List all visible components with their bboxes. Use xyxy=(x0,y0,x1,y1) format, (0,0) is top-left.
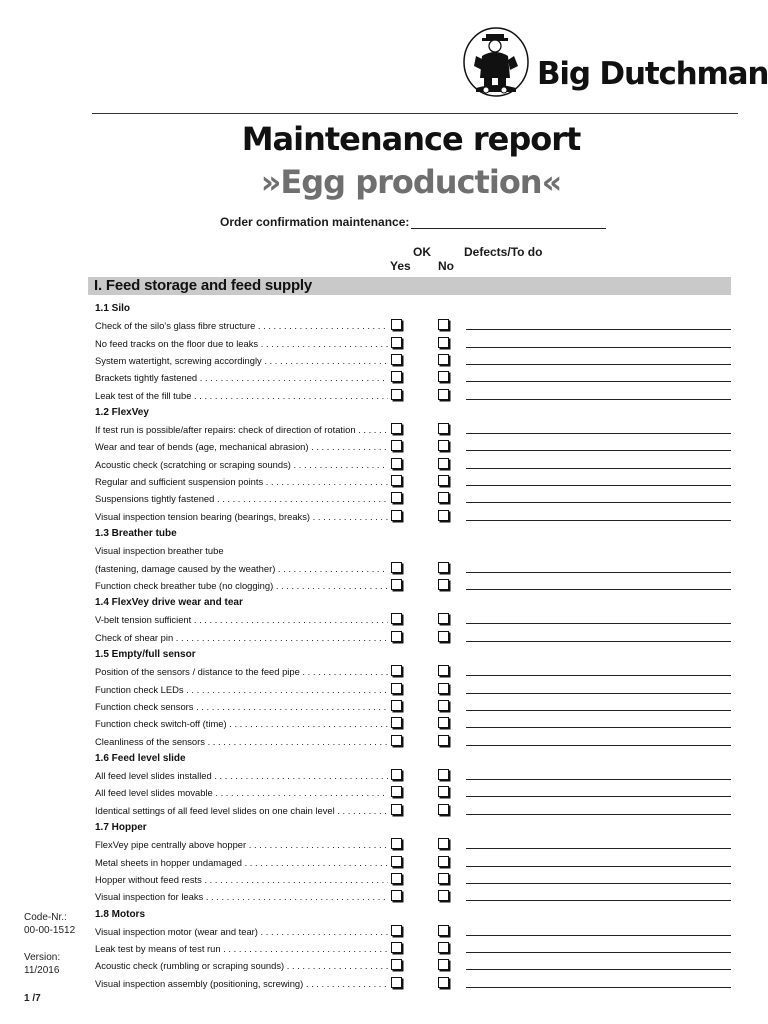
defects-input-line[interactable] xyxy=(466,883,731,884)
ok-no-checkbox[interactable] xyxy=(438,475,449,486)
checklist-item-label: Suspensions tightly fastened . . . xyxy=(95,492,388,505)
checklist-item-label: Check of the silo’s glass fibre structure . . . xyxy=(95,319,388,332)
ok-yes-checkbox[interactable] xyxy=(391,683,402,694)
brand-name: Big Dutchman xyxy=(537,56,768,92)
ok-no-checkbox[interactable] xyxy=(438,354,449,365)
ok-yes-checkbox[interactable] xyxy=(391,959,402,970)
ok-yes-checkbox[interactable] xyxy=(391,579,402,590)
defects-input-line[interactable] xyxy=(466,502,731,503)
ok-yes-checkbox[interactable] xyxy=(391,717,402,728)
ok-no-checkbox[interactable] xyxy=(438,873,449,884)
checklist-item-label: If test run is possible/after repairs: check of direction of rotation . . . xyxy=(95,423,388,436)
defects-input-line[interactable] xyxy=(466,433,731,434)
ok-yes-checkbox[interactable] xyxy=(391,458,402,469)
defects-input-line[interactable] xyxy=(466,866,731,867)
ok-no-checkbox[interactable] xyxy=(438,959,449,970)
ok-no-checkbox[interactable] xyxy=(438,440,449,451)
code-label: Code-Nr.: xyxy=(24,912,67,923)
defects-input-line[interactable] xyxy=(466,675,731,676)
ok-no-checkbox[interactable] xyxy=(438,735,449,746)
checklist-item-label: Regular and sufficient suspension points . . . xyxy=(95,475,388,488)
ok-yes-checkbox[interactable] xyxy=(391,769,402,780)
ok-no-checkbox[interactable] xyxy=(438,492,449,503)
ok-yes-checkbox[interactable] xyxy=(391,631,402,642)
ok-no-checkbox[interactable] xyxy=(438,423,449,434)
checklist-item-label: Check of shear pin . . . xyxy=(95,631,388,644)
ok-yes-checkbox[interactable] xyxy=(391,354,402,365)
checklist-item-label: Acoustic check (rumbling or scraping sounds) . . . xyxy=(95,959,388,972)
defects-input-line[interactable] xyxy=(466,347,731,348)
defects-input-line[interactable] xyxy=(466,693,731,694)
ok-no-checkbox[interactable] xyxy=(438,319,449,330)
ok-yes-checkbox[interactable] xyxy=(391,804,402,815)
section-header xyxy=(88,277,731,295)
defects-input-line[interactable] xyxy=(466,814,731,815)
checklist-item-label: Acoustic check (scratching or scraping sounds) . . . xyxy=(95,458,388,471)
ok-no-checkbox[interactable] xyxy=(438,631,449,642)
defects-input-line[interactable] xyxy=(466,900,731,901)
defects-input-line[interactable] xyxy=(466,623,731,624)
order-confirmation-label: Order confirmation maintenance: xyxy=(220,215,410,229)
ok-yes-checkbox[interactable] xyxy=(391,977,402,988)
order-confirmation-field[interactable] xyxy=(411,228,606,229)
checklist-item-label: Identical settings of all feed level slides on one chain level . . . xyxy=(95,804,388,817)
checklist-item-label: Visual inspection breather tube xyxy=(95,545,224,557)
checklist-item-label: (fastening, damage caused by the weather) . . . xyxy=(95,562,388,575)
defects-input-line[interactable] xyxy=(466,572,731,573)
no-column-header: No xyxy=(438,259,454,273)
defects-input-line[interactable] xyxy=(466,641,731,642)
defects-input-line[interactable] xyxy=(466,987,731,988)
ok-no-checkbox[interactable] xyxy=(438,562,449,573)
checklist-item-label: Brackets tightly fastened . . . xyxy=(95,371,388,384)
code-value: 00-00-1512 xyxy=(24,925,76,936)
yes-column-header: Yes xyxy=(390,259,411,273)
ok-no-checkbox[interactable] xyxy=(438,977,449,988)
defects-input-line[interactable] xyxy=(466,969,731,970)
defects-input-line[interactable] xyxy=(466,381,731,382)
ok-yes-checkbox[interactable] xyxy=(391,389,402,400)
ok-no-checkbox[interactable] xyxy=(438,856,449,867)
ok-yes-checkbox[interactable] xyxy=(391,700,402,711)
version-label: Version: xyxy=(24,952,61,963)
subsection-heading: 1.3 Breather tube xyxy=(95,527,177,539)
ok-no-checkbox[interactable] xyxy=(438,665,449,676)
checklist-item-label: Leak test of the fill tube . . . xyxy=(95,389,388,402)
defects-input-line[interactable] xyxy=(466,745,731,746)
ok-no-checkbox[interactable] xyxy=(438,804,449,815)
ok-yes-checkbox[interactable] xyxy=(391,475,402,486)
ok-yes-checkbox[interactable] xyxy=(391,492,402,503)
ok-yes-checkbox[interactable] xyxy=(391,371,402,382)
ok-no-checkbox[interactable] xyxy=(438,371,449,382)
ok-yes-checkbox[interactable] xyxy=(391,942,402,953)
ok-yes-checkbox[interactable] xyxy=(391,838,402,849)
ok-column-header: OK xyxy=(413,245,431,259)
version-value: 11/2016 xyxy=(24,965,60,976)
subsection-heading: 1.4 FlexVey drive wear and tear xyxy=(95,597,243,609)
ok-no-checkbox[interactable] xyxy=(438,579,449,590)
checklist-item-label: Hopper without feed rests . . . xyxy=(95,873,388,886)
ok-no-checkbox[interactable] xyxy=(438,769,449,780)
ok-yes-checkbox[interactable] xyxy=(391,890,402,901)
page-subtitle: »Egg production« xyxy=(260,163,562,201)
defects-input-line[interactable] xyxy=(466,589,731,590)
checklist-item-label: Leak test by means of test run . . . xyxy=(95,942,388,955)
ok-no-checkbox[interactable] xyxy=(438,613,449,624)
defects-input-line[interactable] xyxy=(466,848,731,849)
defects-input-line[interactable] xyxy=(466,329,731,330)
defects-input-line[interactable] xyxy=(466,710,731,711)
ok-yes-checkbox[interactable] xyxy=(391,440,402,451)
ok-yes-checkbox[interactable] xyxy=(391,510,402,521)
brand-logo xyxy=(462,26,768,104)
defects-input-line[interactable] xyxy=(466,727,731,728)
checklist-item-label: Visual inspection motor (wear and tear) . . . xyxy=(95,925,388,938)
defects-input-line[interactable] xyxy=(466,952,731,953)
ok-no-checkbox[interactable] xyxy=(438,458,449,469)
ok-no-checkbox[interactable] xyxy=(438,717,449,728)
subsection-heading: 1.1 Silo xyxy=(95,303,131,314)
subsection-heading: 1.2 FlexVey xyxy=(95,406,149,418)
defects-input-line[interactable] xyxy=(466,485,731,486)
checklist-item-label: Function check LEDs . . . xyxy=(95,683,388,696)
ok-yes-checkbox[interactable] xyxy=(391,873,402,884)
defects-input-line[interactable] xyxy=(466,468,731,469)
defects-input-line[interactable] xyxy=(466,399,731,400)
checklist-item-label: Function check sensors . . . xyxy=(95,700,388,713)
ok-yes-checkbox[interactable] xyxy=(391,735,402,746)
subsection-heading: 1.6 Feed level slide xyxy=(95,752,186,764)
section-title: I. Feed storage and feed supply xyxy=(94,277,313,294)
ok-yes-checkbox[interactable] xyxy=(391,856,402,867)
checklist-item-label: Cleanliness of the sensors . . . xyxy=(95,735,388,748)
ok-no-checkbox[interactable] xyxy=(438,510,449,521)
ok-yes-checkbox[interactable] xyxy=(391,786,402,797)
defects-input-line[interactable] xyxy=(466,796,731,797)
checklist-item-label: FlexVey pipe centrally above hopper . . . xyxy=(95,838,388,851)
checklist-item-label: Wear and tear of bends (age, mechanical abrasion) . . . xyxy=(95,440,388,453)
checklist-item-label: Visual inspection tension bearing (bearings, breaks) . . . xyxy=(95,510,388,523)
checklist-item-label: Position of the sensors / distance to the feed pipe . . . xyxy=(95,665,388,678)
ok-no-checkbox[interactable] xyxy=(438,700,449,711)
ok-no-checkbox[interactable] xyxy=(438,337,449,348)
subsection-heading: 1.7 Hopper xyxy=(95,822,147,833)
defects-input-line[interactable] xyxy=(466,364,731,365)
ok-yes-checkbox[interactable] xyxy=(391,925,402,936)
ok-no-checkbox[interactable] xyxy=(438,942,449,953)
ok-no-checkbox[interactable] xyxy=(438,925,449,936)
ok-no-checkbox[interactable] xyxy=(438,890,449,901)
checklist-item-label: Metal sheets in hopper undamaged . . . xyxy=(95,856,388,869)
defects-column-header: Defects/To do xyxy=(464,245,543,259)
checklist-item-label: System watertight, screwing accordingly . . . xyxy=(95,354,388,367)
checklist-item-label: Function check switch-off (time) . . . xyxy=(95,717,388,730)
ok-no-checkbox[interactable] xyxy=(438,389,449,400)
subsection-heading: 1.5 Empty/full sensor xyxy=(95,649,196,660)
farmer-mascot-icon xyxy=(462,26,530,98)
ok-no-checkbox[interactable] xyxy=(438,838,449,849)
ok-no-checkbox[interactable] xyxy=(438,786,449,797)
defects-input-line[interactable] xyxy=(466,935,731,936)
ok-yes-checkbox[interactable] xyxy=(391,319,402,330)
ok-yes-checkbox[interactable] xyxy=(391,337,402,348)
checklist-item-label: All feed level slides installed . . . xyxy=(95,769,388,782)
defects-input-line[interactable] xyxy=(466,779,731,780)
ok-yes-checkbox[interactable] xyxy=(391,613,402,624)
ok-no-checkbox[interactable] xyxy=(438,683,449,694)
ok-yes-checkbox[interactable] xyxy=(391,423,402,434)
checklist-item-label: All feed level slides movable . . . xyxy=(95,786,388,799)
checklist-item-label: No feed tracks on the floor due to leaks . . . xyxy=(95,337,388,350)
page-number: 1 /7 xyxy=(24,993,41,1004)
checklist-item-label: V-belt tension sufficient . . . xyxy=(95,613,388,626)
checklist-item-label: Visual inspection assembly (positioning, screwing) . . . xyxy=(95,977,388,990)
page-title: Maintenance report xyxy=(241,120,581,158)
checklist-item-label: Function check breather tube (no clogging) . . . xyxy=(95,579,388,592)
checklist-item-label: Visual inspection for leaks . . . xyxy=(95,890,388,903)
defects-input-line[interactable] xyxy=(466,450,731,451)
header-divider xyxy=(92,113,738,114)
ok-yes-checkbox[interactable] xyxy=(391,665,402,676)
defects-input-line[interactable] xyxy=(466,520,731,521)
subsection-heading: 1.8 Motors xyxy=(95,908,146,920)
ok-yes-checkbox[interactable] xyxy=(391,562,402,573)
